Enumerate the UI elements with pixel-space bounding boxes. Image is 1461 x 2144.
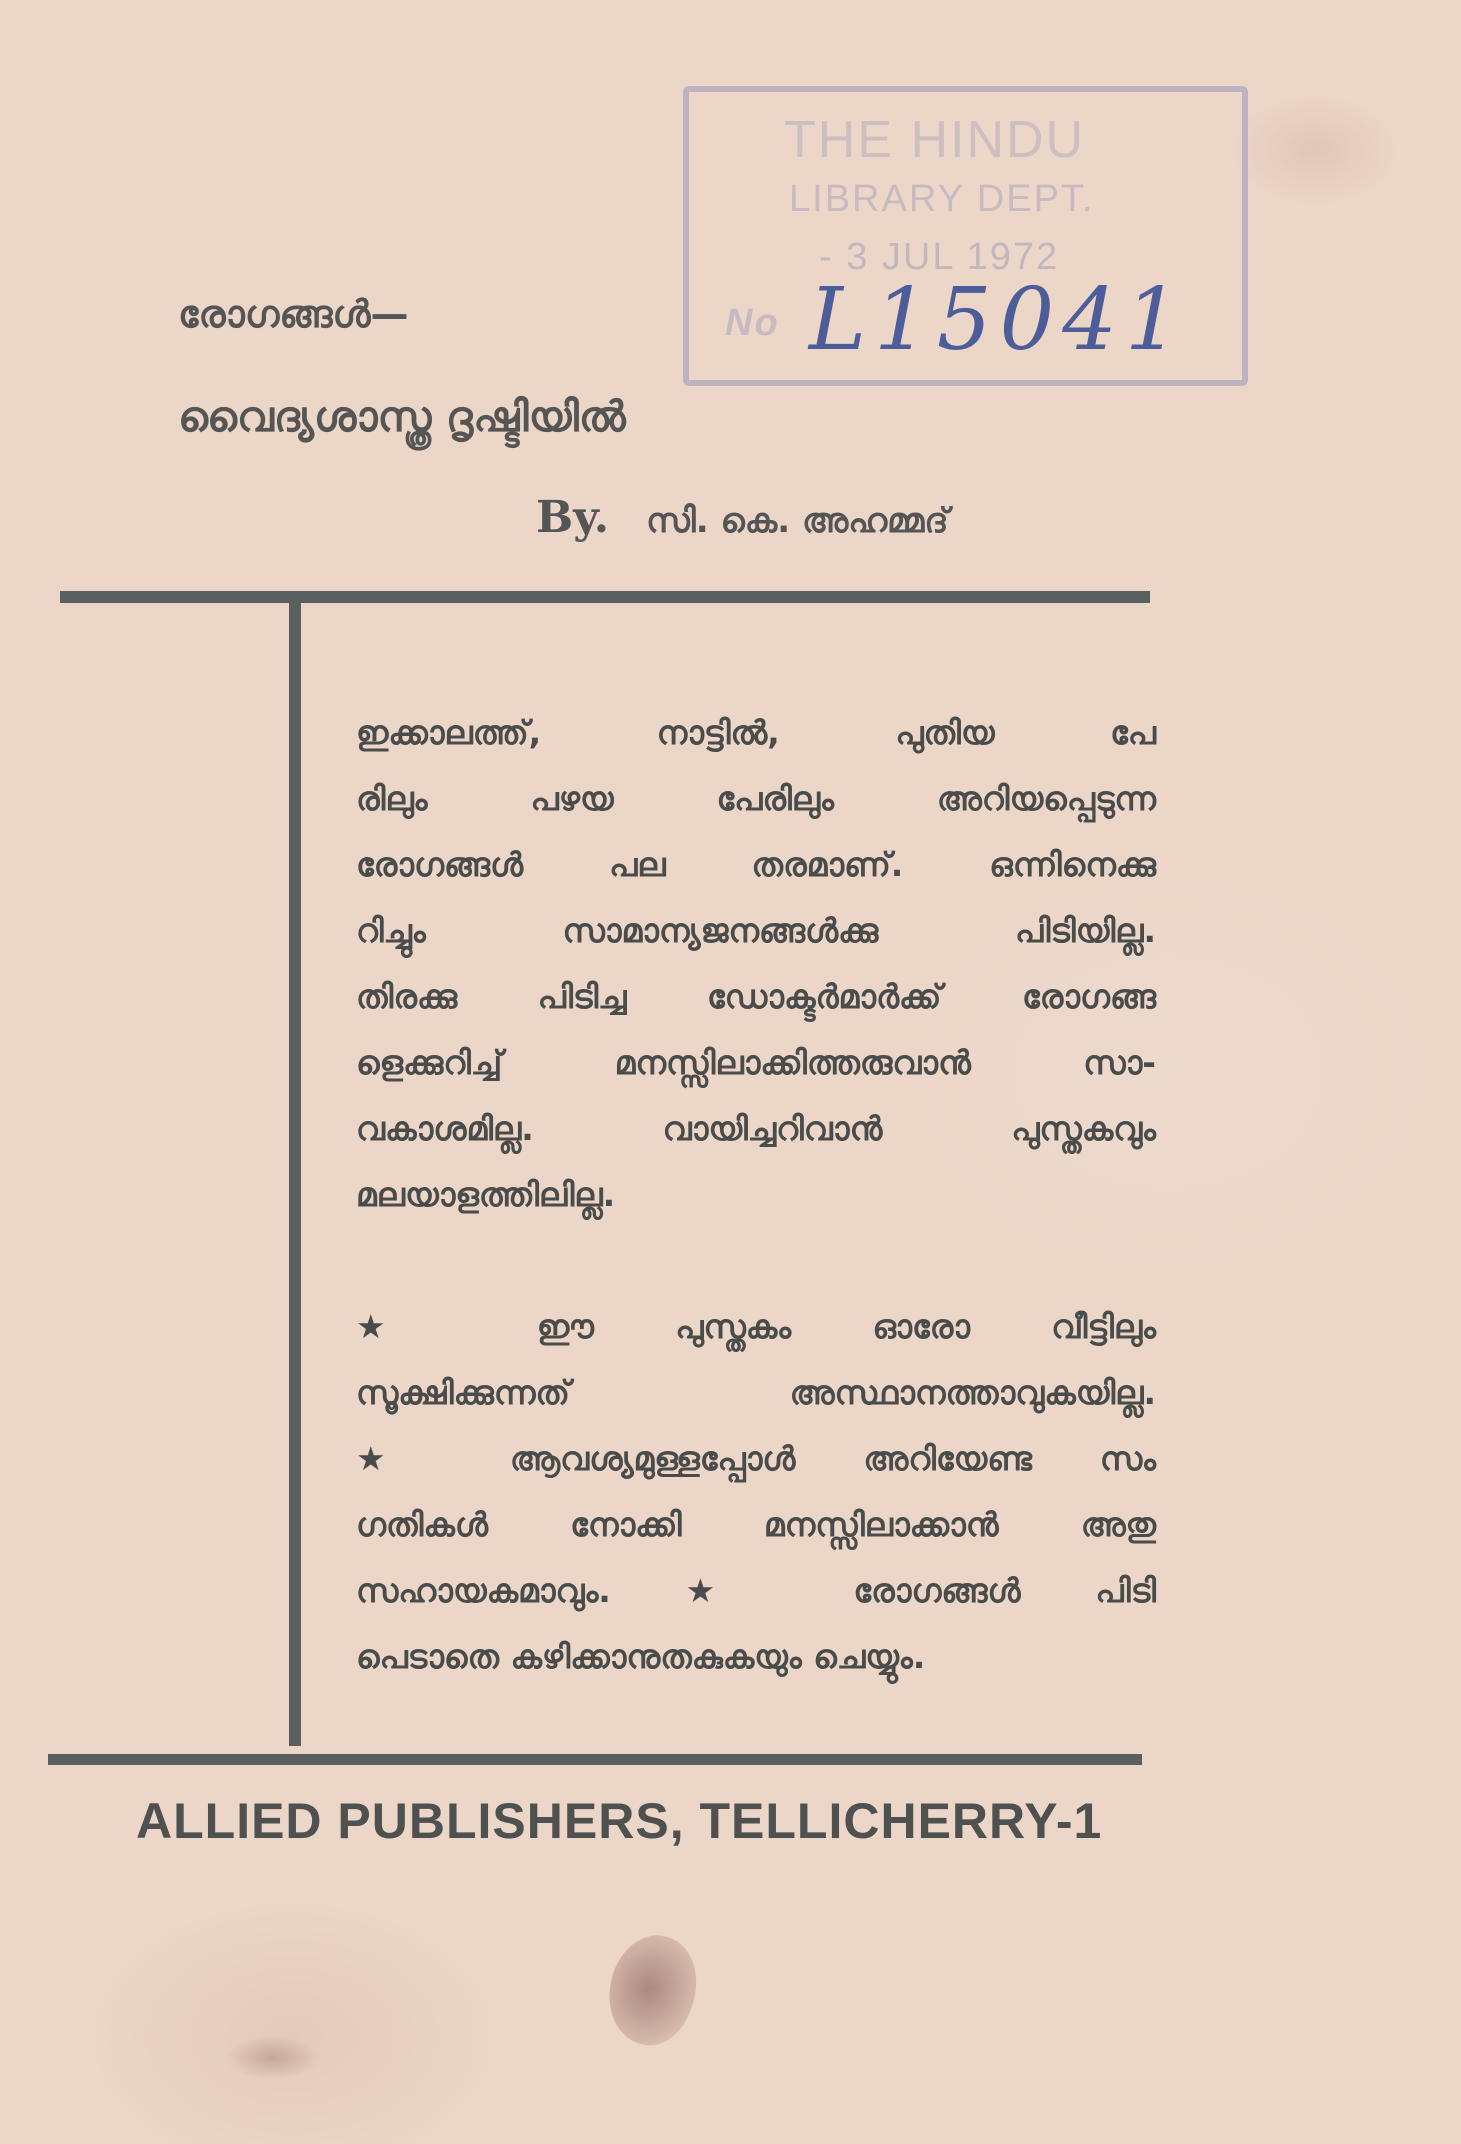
title-line-1: രോഗങ്ങൾ— <box>178 292 409 336</box>
blurb <box>356 700 1156 1690</box>
stamp-handwritten-number: L15041 <box>809 270 1188 370</box>
byline <box>536 492 948 543</box>
author-name: സി. കെ. അഹമ്മദ് <box>646 501 949 541</box>
blurb-line: പെടാതെ കഴിക്കാനുതകുകയും ചെയ്യും. <box>356 1637 926 1676</box>
stamp-no-label: No <box>725 302 780 344</box>
blurb-paragraph-1 <box>356 700 1156 1228</box>
blurb-line: റിച്ചും സാമാന്യജനങ്ങൾക്കു പിടിയില്ല. <box>356 911 1156 950</box>
title-line-2: വൈദ്യശാസ്ത്ര ദൃഷ്ടിയിൽ <box>178 392 626 441</box>
blurb-line: ★ ഈ പുസ്തകം ഓരോ വീട്ടിലും <box>356 1307 1156 1346</box>
stain-smudge <box>225 2035 320 2080</box>
stamp-org: THE HINDU <box>784 111 1086 169</box>
top-rule <box>60 591 1150 603</box>
publisher-imprint: ALLIED PUBLISHERS, TELLICHERRY-1 <box>136 1793 1103 1849</box>
blurb-line: രിലും പഴയ പേരിലും അറിയപ്പെടുന്ന <box>356 779 1156 818</box>
blurb-paragraph-2 <box>356 1294 1156 1690</box>
blurb-line: മലയാളത്തിലില്ല. <box>356 1175 616 1214</box>
blurb-line: ഇക്കാലത്ത്, നാട്ടിൽ, പുതിയ പേ <box>356 713 1156 752</box>
vertical-rule <box>289 591 301 1746</box>
blurb-line: ളെക്കുറിച്ച് മനസ്സിലാക്കിത്തരുവാൻ സാ- <box>356 1043 1156 1082</box>
by-label: By. <box>536 492 610 543</box>
blurb-line: രോഗങ്ങൾ പല തരമാണ്. ഒന്നിനെക്കു <box>356 845 1156 884</box>
blurb-line: വകാശമില്ല. വായിച്ചറിവാൻ പുസ്തകവും <box>356 1109 1156 1148</box>
bottom-rule <box>48 1754 1142 1765</box>
blurb-line: സഹായകമാവും. ★ രോഗങ്ങൾ പിടി <box>356 1571 1156 1610</box>
blurb-line: ഗതികൾ നോക്കി മനസ്സിലാക്കാൻ അതു <box>356 1505 1156 1544</box>
blurb-line: സൂക്ഷിക്കുന്നത് അസ്ഥാനത്താവുകയില്ല. <box>356 1373 1156 1412</box>
blurb-line: ★ ആവശ്യമുള്ളപ്പോൾ അറിയേണ്ട സം <box>356 1439 1156 1478</box>
ink-blot <box>595 1925 710 2056</box>
blurb-line: തിരക്കു പിടിച്ച ഡോക്ടർമാർക്ക് രോഗങ്ങ <box>356 977 1156 1016</box>
stamp-date: - 3 JUL 1972 <box>819 236 1060 278</box>
library-stamp <box>683 86 1248 386</box>
stamp-dept: LIBRARY DEPT. <box>789 178 1095 220</box>
